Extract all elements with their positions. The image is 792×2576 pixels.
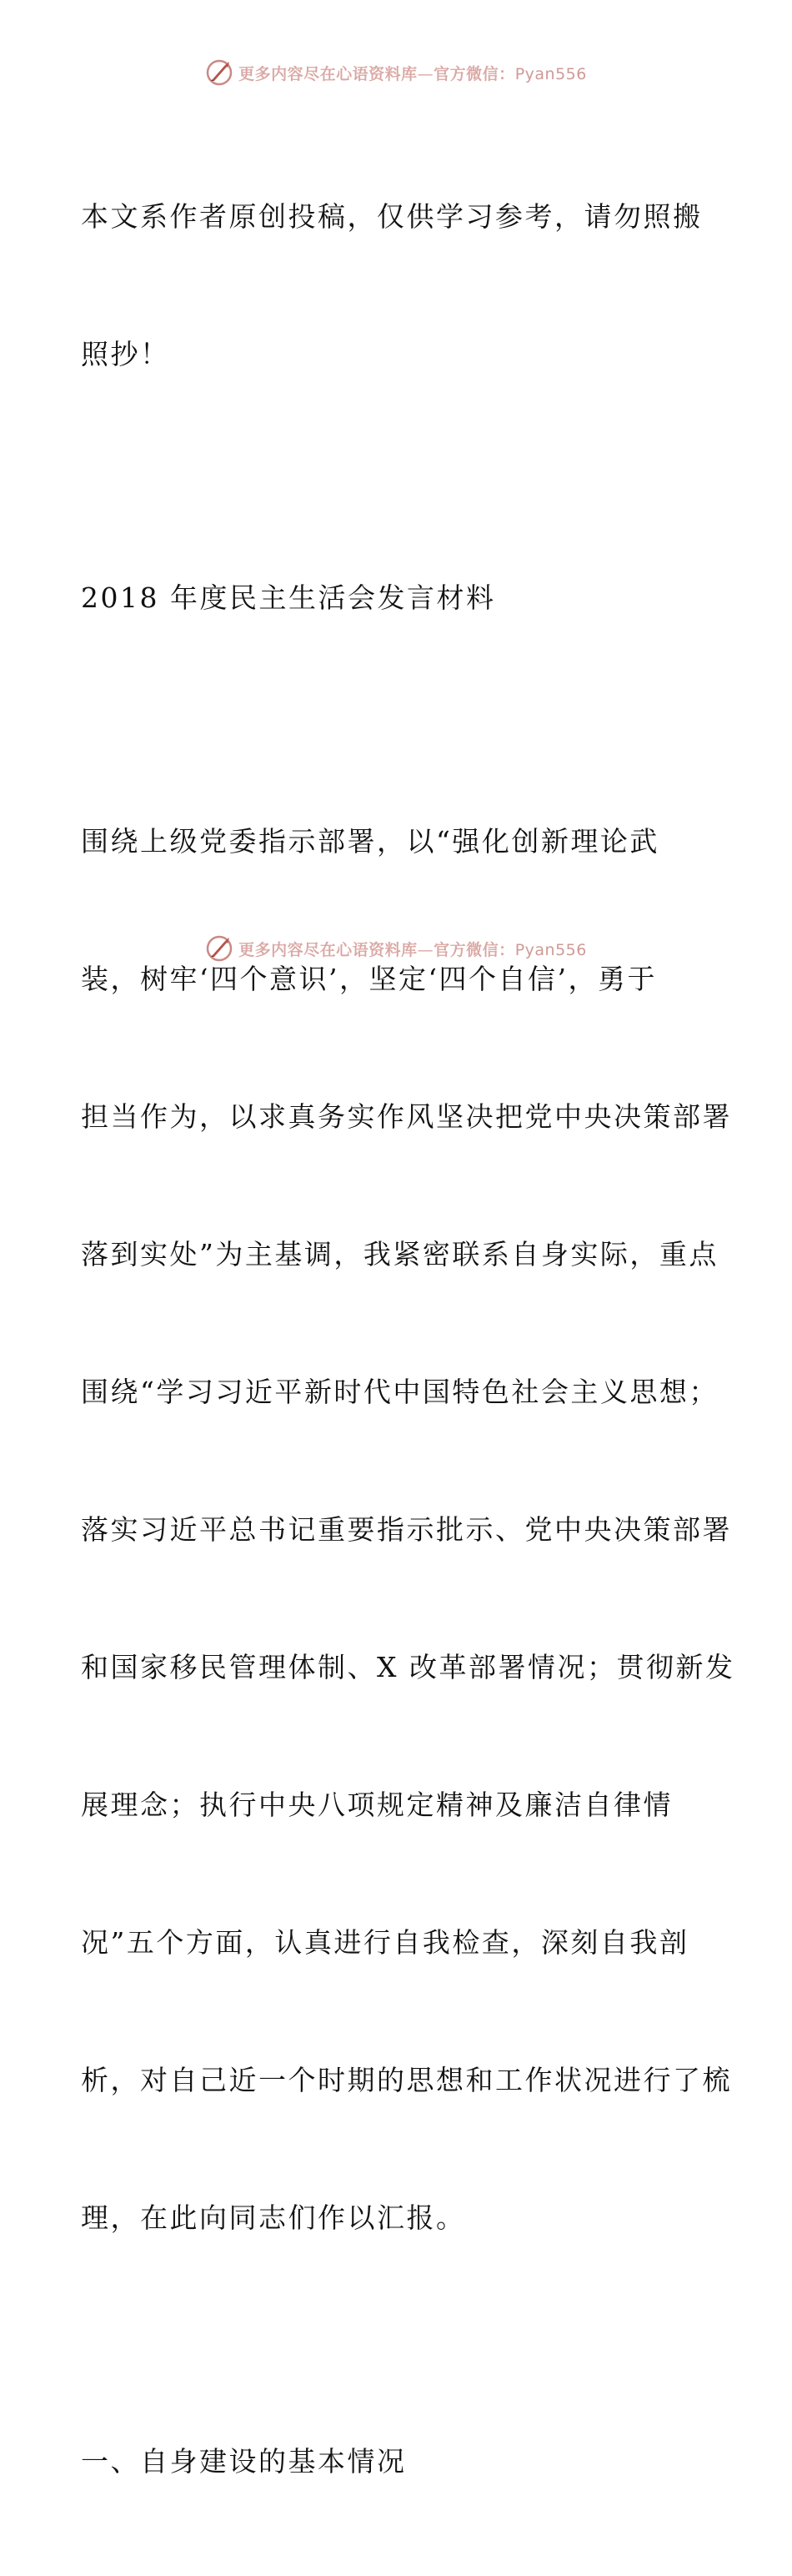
watermark-suffix: 官方微信： bbox=[434, 64, 515, 83]
intro-paragraph bbox=[81, 727, 735, 2332]
section-heading bbox=[81, 2347, 714, 2576]
watermark-cn-text: 更多内容尽在心语资料库 bbox=[238, 940, 418, 959]
body-line: 析，对自己近一个时期的思想和工作状况进行了梳 bbox=[81, 2064, 732, 2096]
quill-pen-logo-icon bbox=[205, 934, 233, 963]
body-line: 围绕“学习习近平新时代中国特色社会主义思想； bbox=[81, 1376, 719, 1408]
body-line: 落到实处”为主基调，我紧密联系自身实际，重点 bbox=[81, 1238, 719, 1270]
body-line: 装，树牢‘四个意识’，坚定‘四个自信’，勇于 bbox=[81, 963, 657, 995]
body-line: 展理念；执行中央八项规定精神及廉洁自律情 bbox=[81, 1789, 673, 1821]
quill-pen-logo-icon bbox=[205, 58, 233, 87]
watermark-suffix: 官方微信： bbox=[434, 940, 515, 959]
body-line: 理，在此向同志们作以汇报。 bbox=[81, 2201, 466, 2234]
title-line: 2018 年度民主生活会发言材料 bbox=[81, 581, 496, 614]
body-line: 况”五个方面，认真进行自我检查，深刻自我剖 bbox=[81, 1926, 689, 1959]
body-line: 围绕上级党委指示部署，以“强化创新理论武 bbox=[81, 825, 659, 858]
header-watermark bbox=[0, 58, 792, 87]
body-line: 落实习近平总书记重要指示批示、党中央决策部署 bbox=[81, 1513, 732, 1546]
watermark-separator: — bbox=[417, 64, 434, 83]
body-line: 担当作为，以求真务实作风坚决把党中央决策部署 bbox=[81, 1100, 732, 1133]
watermark-cn-text: 更多内容尽在心语资料库 bbox=[238, 64, 418, 83]
footer-watermark bbox=[0, 934, 792, 963]
document-body bbox=[81, 102, 735, 2576]
watermark-text bbox=[238, 62, 587, 84]
heading-line: 一、自身建设的基本情况 bbox=[81, 2445, 407, 2478]
document-title bbox=[81, 483, 714, 712]
watermark-text bbox=[238, 938, 587, 960]
notice-line: 本文系作者原创投稿，仅供学习参考，请勿照搬 bbox=[81, 200, 703, 233]
watermark-separator: — bbox=[417, 940, 434, 959]
notice-line: 照抄！ bbox=[81, 338, 170, 370]
watermark-wechat-id: Pyan556 bbox=[514, 940, 587, 959]
body-line: 和国家移民管理体制、X 改革部署情况；贯彻新发 bbox=[81, 1651, 735, 1683]
watermark-wechat-id: Pyan556 bbox=[514, 64, 587, 83]
copyright-notice bbox=[81, 102, 714, 469]
